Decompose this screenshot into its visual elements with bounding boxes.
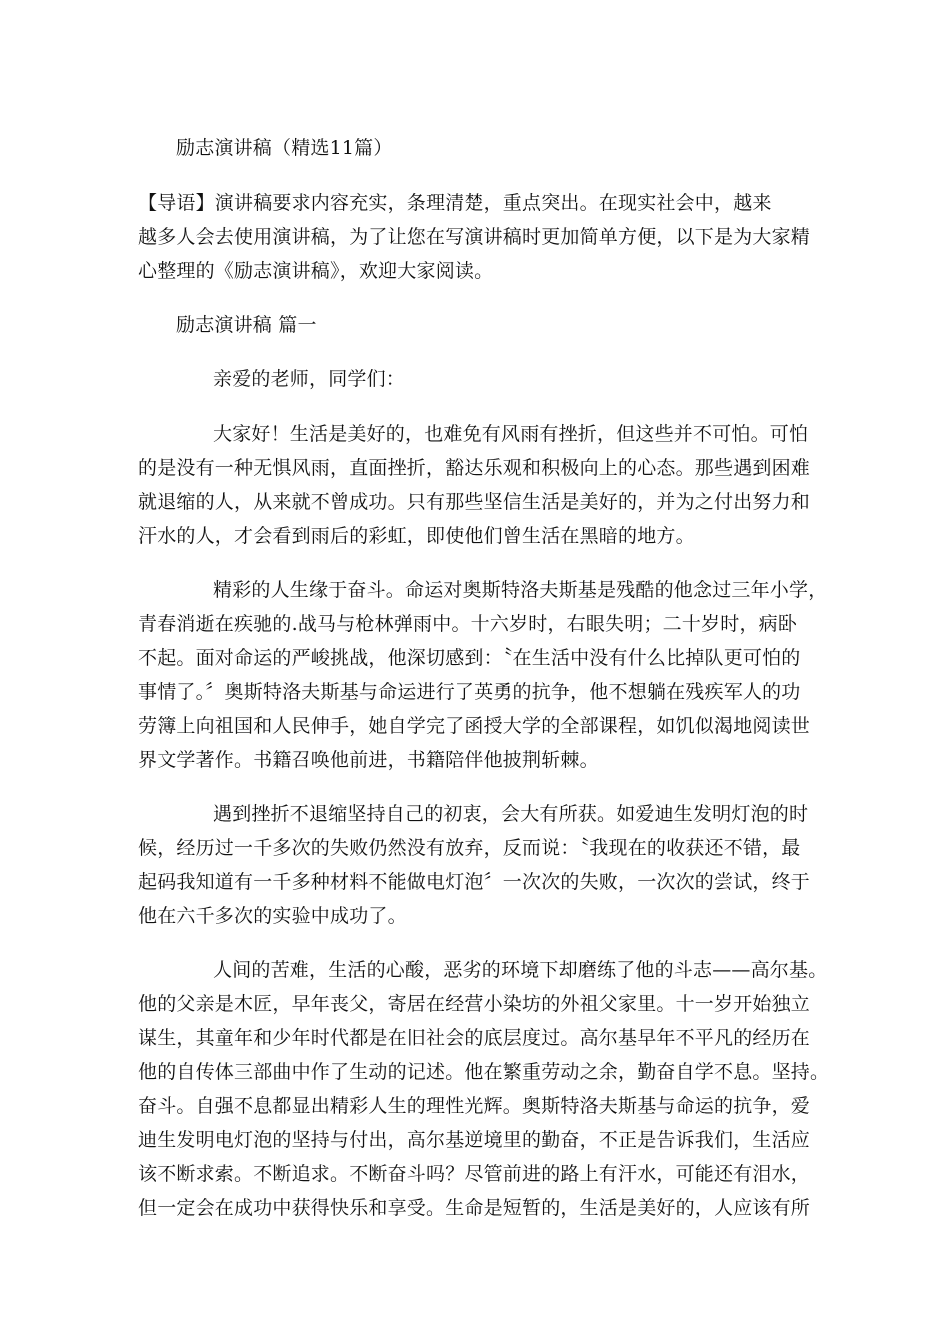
document-title: 励志演讲稿（精选11篇）: [176, 137, 393, 159]
paragraph-line: 劳簿上向祖国和人民伸手，她自学完了函授大学的全部课程，如饥似渴地阅读世: [138, 715, 811, 737]
paragraph-line: 大家好！生活是美好的，也难免有风雨有挫折，但这些并不可怕。可怕: [213, 423, 809, 445]
paragraph-line: 就退缩的人，从来就不曾成功。只有那些坚信生活是美好的，并为之付出努力和: [138, 491, 811, 513]
paragraph-line: 他的父亲是木匠，早年丧父，寄居在经营小染坊的外祖父家里。十一岁开始独立: [138, 993, 811, 1015]
paragraph-line: 迪生发明电灯泡的坚持与付出，高尔基逆境里的勤奋，不正是告诉我们，生活应: [138, 1129, 811, 1151]
paragraph-line: 的是没有一种无惧风雨，直面挫折，豁达乐观和积极向上的心态。那些遇到困难: [138, 457, 811, 479]
paragraph-line: 谋生，其童年和少年时代都是在旧社会的底层度过。高尔基早年不平凡的经历在: [138, 1027, 811, 1049]
paragraph-line: 精彩的人生缘于奋斗。命运对奥斯特洛夫斯基是残酷的他念过三年小学，: [213, 579, 828, 601]
paragraph-line: 该不断求索。不断追求。不断奋斗吗？尽管前进的路上有汗水，可能还有泪水，: [138, 1163, 811, 1185]
intro-line: 心整理的《励志演讲稿》，欢迎大家阅读。: [138, 260, 494, 282]
paragraph-line: 人间的苦难，生活的心酸，恶劣的环境下却磨练了他的斗志——高尔基。: [213, 959, 828, 981]
paragraph-line: 他在六千多次的实验中成功了。: [138, 905, 407, 927]
paragraph-line: 界文学著作。书籍召唤他前进，书籍陪伴他披荆斩棘。: [138, 749, 599, 771]
paragraph-line: 事情了。〞奥斯特洛夫斯基与命运进行了英勇的抗争，他不想躺在残疾军人的功: [138, 681, 801, 703]
paragraph-line: 他的自传体三部曲中作了生动的记述。他在繁重劳动之余，勤奋自学不息。坚持。: [138, 1061, 830, 1083]
paragraph-line: 奋斗。自强不息都显出精彩人生的理性光辉。奥斯特洛夫斯基与命运的抗争，爱: [138, 1095, 811, 1117]
paragraph-line: 候，经历过一千多次的失败仍然没有放弃，反而说：〝我现在的收获还不错，最: [138, 837, 801, 859]
greeting: 亲爱的老师，同学们：: [213, 368, 406, 390]
paragraph-line: 青春消逝在疾驰的.战马与枪林弹雨中。十六岁时，右眼失明；二十岁时，病卧: [138, 613, 798, 635]
paragraph-line: 遇到挫折不退缩坚持自己的初衷，会大有所获。如爱迪生发明灯泡的时: [213, 803, 809, 825]
intro-line: 【导语】演讲稿要求内容充实，条理清楚，重点突出。在现实社会中，越来: [138, 192, 772, 214]
section-heading: 励志演讲稿 篇一: [176, 314, 317, 336]
paragraph-line: 起码我知道有一千多种材料不能做电灯泡〞一次次的失败，一次次的尝试，终于: [138, 871, 811, 893]
intro-line: 越多人会去使用演讲稿，为了让您在写演讲稿时更加简单方便，以下是为大家精: [138, 226, 811, 248]
paragraph-line: 不起。面对命运的严峻挑战，他深切感到：〝在生活中没有什么比掉队更可怕的: [138, 647, 801, 669]
paragraph-line: 汗水的人，才会看到雨后的彩虹，即使他们曾生活在黑暗的地方。: [138, 525, 695, 547]
paragraph-line: 但一定会在成功中获得快乐和享受。生命是短暂的，生活是美好的，人应该有所: [138, 1197, 811, 1219]
